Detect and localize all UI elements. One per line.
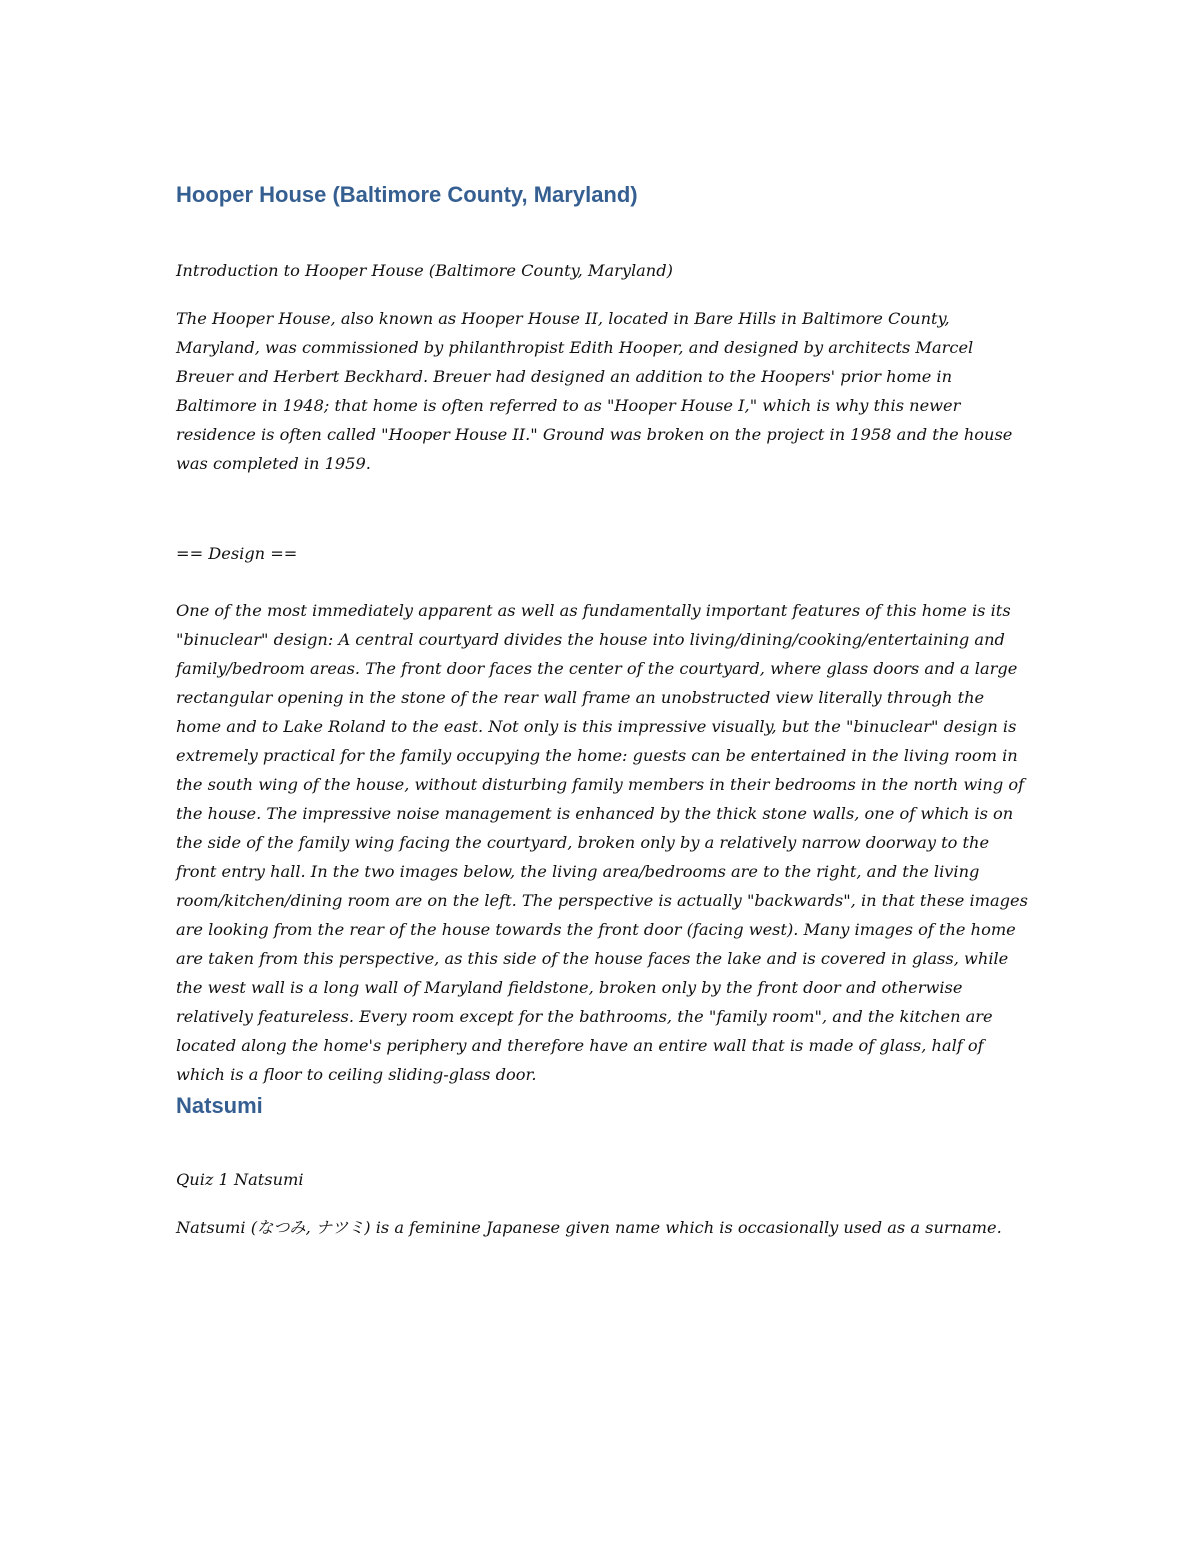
- section-subtitle-hooper-house: Introduction to Hooper House (Baltimore County, Maryland): [176, 261, 673, 280]
- design-paragraph: One of the most immediately apparent as well as fundamentally important features of this home is its "binuclear" design: A central courtyard divides the house into living/dining/cooking/entertaining and family/bedroom areas. The front door faces the center of the courtyard, where glass doors and a large rectangular opening in the stone of the rear wall frame an unobstructed view literally through the home and to Lake Roland to the east. Not only is this impressive visually, but the "binuclear" design is extremely practical for the family occupying the home: guests can be entertained in the living room in the south wing of the house, without disturbing family members in their bedrooms in the north wing of the house. The impressive noise management is enhanced by the thick stone walls, one of which is on the side of the family wing facing the courtyard, broken only by a relatively narrow doorway to the front entry hall. In the two images below, the living area/bedrooms are to the right, and the living room/kitchen/dining room are on the left. The perspective is actually "backwards", in that these images are looking from the rear of the house towards the front door (facing west). Many images of the home are taken from this perspective, as this side of the house faces the lake and is covered in glass, while the west wall is a long wall of Maryland fieldstone, broken only by the front door and otherwise relatively featureless. Every room except for the bathrooms, the "family room", and the kitchen are located along the home's periphery and therefore have an entire wall that is made of glass, half of which is a floor to ceiling sliding-glass door.: [176, 601, 1028, 1084]
- document-body: [176, 178, 1032, 1242]
- section-heading-hooper-house: Hooper House (Baltimore County, Maryland): [176, 182, 638, 207]
- natsumi-paragraph: Natsumi (なつみ, ナツミ) is a feminine Japanese given name which is occasionally used as a surname.: [176, 1218, 1002, 1237]
- section-heading-natsumi: Natsumi: [176, 1093, 263, 1118]
- design-subheading: == Design ==: [176, 544, 298, 563]
- intro-paragraph: The Hooper House, also known as Hooper House II, located in Bare Hills in Baltimore County, Maryland, was commissioned by philanthropist Edith Hooper, and designed by architects Marcel Breuer and Herbert Beckhard. Breuer had designed an addition to the Hoopers' prior home in Baltimore in 1948; that home is often referred to as "Hooper House I," which is why this newer residence is often called "Hooper House II." Ground was broken on the project in 1958 and the house was completed in 1959.: [176, 309, 1013, 473]
- section-subtitle-natsumi: Quiz 1 Natsumi: [176, 1170, 304, 1189]
